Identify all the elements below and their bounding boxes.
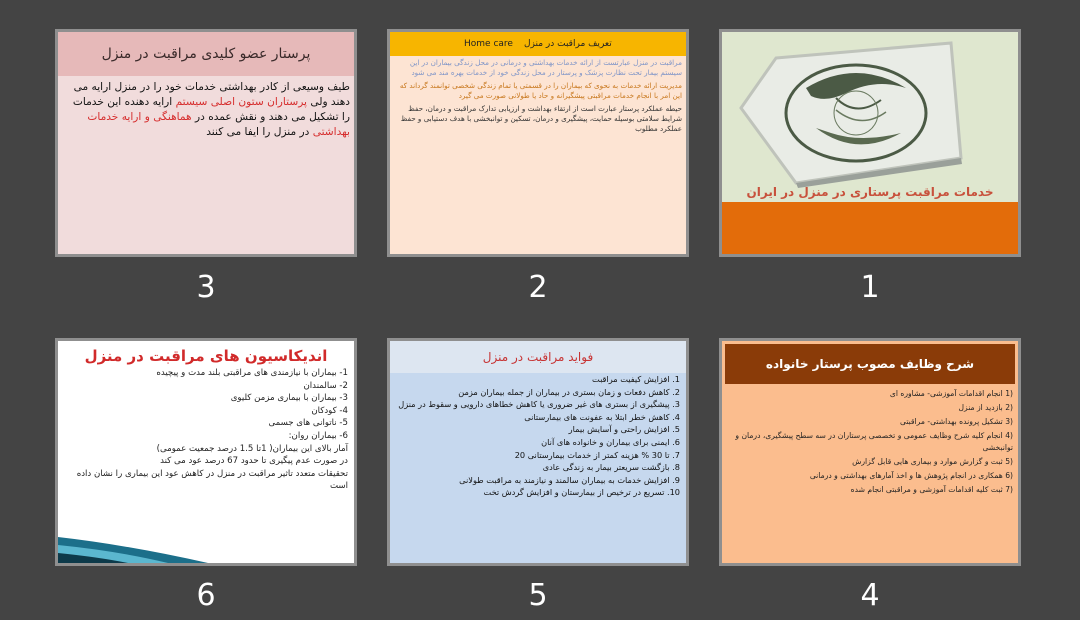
slide-3-highlight: هماهنگی و ارایه خدمات بهداشتی — [87, 111, 350, 138]
list-item: 9. افزایش خدمات به بیماران سالمند و نیازمند به مراقبت طولانی — [459, 474, 680, 485]
calligraphy-image — [736, 38, 966, 188]
list-item: 6- بیماران روان: — [288, 430, 348, 441]
list-item: 1- بیماران با نیازمندی های مراقبتی بلند مدت و پیچیده — [156, 368, 348, 378]
slide-2-header-fa: تعریف مراقبت در منزل — [524, 39, 612, 49]
slide-2-header — [390, 32, 686, 56]
list-item: 2. کاهش دفعات و زمان بستری در بیماران از جمله بیماران مزمن — [458, 386, 680, 397]
list-item: (1 انجام اقدامات آموزشی- مشاوره ای — [889, 389, 1013, 398]
list-item: 1. افزایش کیفیت مراقبت — [592, 374, 680, 384]
slide-3-highlight: پرستاران ستون اصلی سیستم — [175, 96, 308, 108]
slide-thumbnail-6[interactable] — [55, 338, 357, 566]
list-item: 5. افزایش راحتی و آسایش بیمار — [568, 424, 680, 435]
slide-3-text: در منزل را ایفا می کنند — [206, 126, 310, 138]
slide-thumbnail-3[interactable] — [55, 29, 357, 257]
list-item: (6 همکاری در انجام پژوهش ها و اخذ آمارهای بهداشتی و درمانی — [809, 471, 1013, 480]
list-item: (2 بازدید از منزل — [958, 403, 1013, 412]
slide-3-body — [58, 76, 354, 144]
list-item: 6. ایمنی برای بیماران و خانواده های آنان — [541, 436, 680, 447]
slide-number-2: 2 — [528, 270, 548, 305]
slide-5-title: فواید مراقبت در منزل — [390, 341, 686, 373]
slide-2-paragraph: حیطه عملکرد پرستار عبارت است از ارتقاء بهداشت و ارزیابی تدارک مراقبت و درمان، حفظ شرایط سلامتی بوسیله حمایت، پیشگیری و درمان، تسکین و توانبخشی با هدف دستیابی و حفظ عملکرد مطلوب — [400, 104, 682, 133]
list-item: (4 انجام کلیه شرح وظایف عمومی و تخصصی پرستاران در سه سطح پیشگیری، درمان و توانبخشی — [735, 431, 1013, 452]
slide-6-list — [58, 365, 354, 495]
slide-number-1: 1 — [860, 270, 880, 305]
list-item: 5- ناتوانی های جسمی — [268, 418, 348, 429]
slide-thumbnail-5[interactable] — [387, 338, 689, 566]
slide-thumbnail-4[interactable] — [719, 338, 1021, 566]
slide-3-text: ارایه دهنده این خدمات را تشکیل می دهند و نقش عمده در — [72, 96, 350, 123]
list-item: 7. تا 30 % هزینه کمتر از خدمات بیمارستانی 20 — [514, 449, 680, 460]
slide-3-text: طیف وسیعی از کادر بهداشتی خدمات خود را در منزل ارایه می دهند ولی — [73, 81, 350, 108]
list-item: آمار بالای این بیماران( 1تا 1.5 درصد جمعیت عمومی) — [156, 443, 348, 454]
slide-number-6: 6 — [196, 578, 216, 613]
slide-6-title: اندیکاسیون های مراقبت در منزل — [84, 347, 328, 365]
slide-5-list — [390, 373, 686, 499]
slide-2-body — [390, 56, 686, 139]
list-item: در صورت عدم پیگیری تا حدود 67 درصد عود می کند — [160, 456, 348, 467]
slide-4-title: شرح وظایف مصوب پرستار خانواده — [725, 344, 1015, 384]
list-item: 3- بیماران با بیماری مزمن کلیوی — [230, 393, 348, 404]
list-item: 3. پیشگیری از بستری های غیر ضروری یا کاهش خطاهای دارویی و سقوط در منزل — [398, 399, 680, 410]
slide-2-header-en: Home care — [464, 39, 513, 49]
list-item: 4. کاهش خطر ابتلا به عفونت های بیمارستانی — [524, 411, 680, 422]
list-item: 4- کودکان — [311, 405, 348, 416]
slide-2-paragraph: مدیریت ارائه خدمات به نحوی که بیماران را در قسمتی یا تمام زندگی شخصی توانمند گرداند که این امر با انجام خدمات مراقبتی پیشگیرانه و حاد یا طولانی صورت می گیرد — [399, 81, 682, 100]
list-item: تحقیقات متعدد تاثیر مراقبت در منزل در کاهش عود این بیماری را نشان داده است — [76, 468, 348, 492]
slide-number-3: 3 — [196, 270, 216, 305]
list-item: (3 تشکیل پرونده بهداشتی- مراقبتی — [900, 417, 1013, 426]
decorative-wave — [58, 533, 208, 563]
slide-1-orange-band — [722, 202, 1018, 254]
slide-thumbnail-1[interactable] — [719, 29, 1021, 257]
list-item: 8. بازگشت سریعتر بیمار به زندگی عادی — [542, 462, 680, 473]
slide-number-5: 5 — [528, 578, 548, 613]
list-item: (5 ثبت و گزارش موارد و بیماری هایی قابل گزارش — [852, 457, 1013, 466]
slide-1-title: خدمات مراقبت پرستاری در منزل در ایران — [746, 185, 994, 199]
slide-thumbnail-2[interactable] — [387, 29, 689, 257]
list-item: 10. تسریع در ترخیص از بیمارستان و افزایش گردش تخت — [483, 487, 680, 498]
list-item: 2- سالمندان — [303, 380, 348, 391]
slide-4-list — [722, 384, 1018, 502]
slide-3-title: پرستار عضو کلیدی مراقبت در منزل — [58, 32, 354, 76]
slide-number-4: 4 — [860, 578, 880, 613]
list-item: (7 ثبت کلیه اقدامات آموزشی و مراقبتی انجام شده — [850, 485, 1013, 494]
slide-2-paragraph: مراقبت در منزل عبارتست از ارائه خدمات بهداشتی و درمانی در محل زندگی بیماران در این سیستم بیمار تحت نظارت پزشک و پرستار در محل زندگی خود از خدمات بهره مند می شود — [409, 58, 682, 77]
